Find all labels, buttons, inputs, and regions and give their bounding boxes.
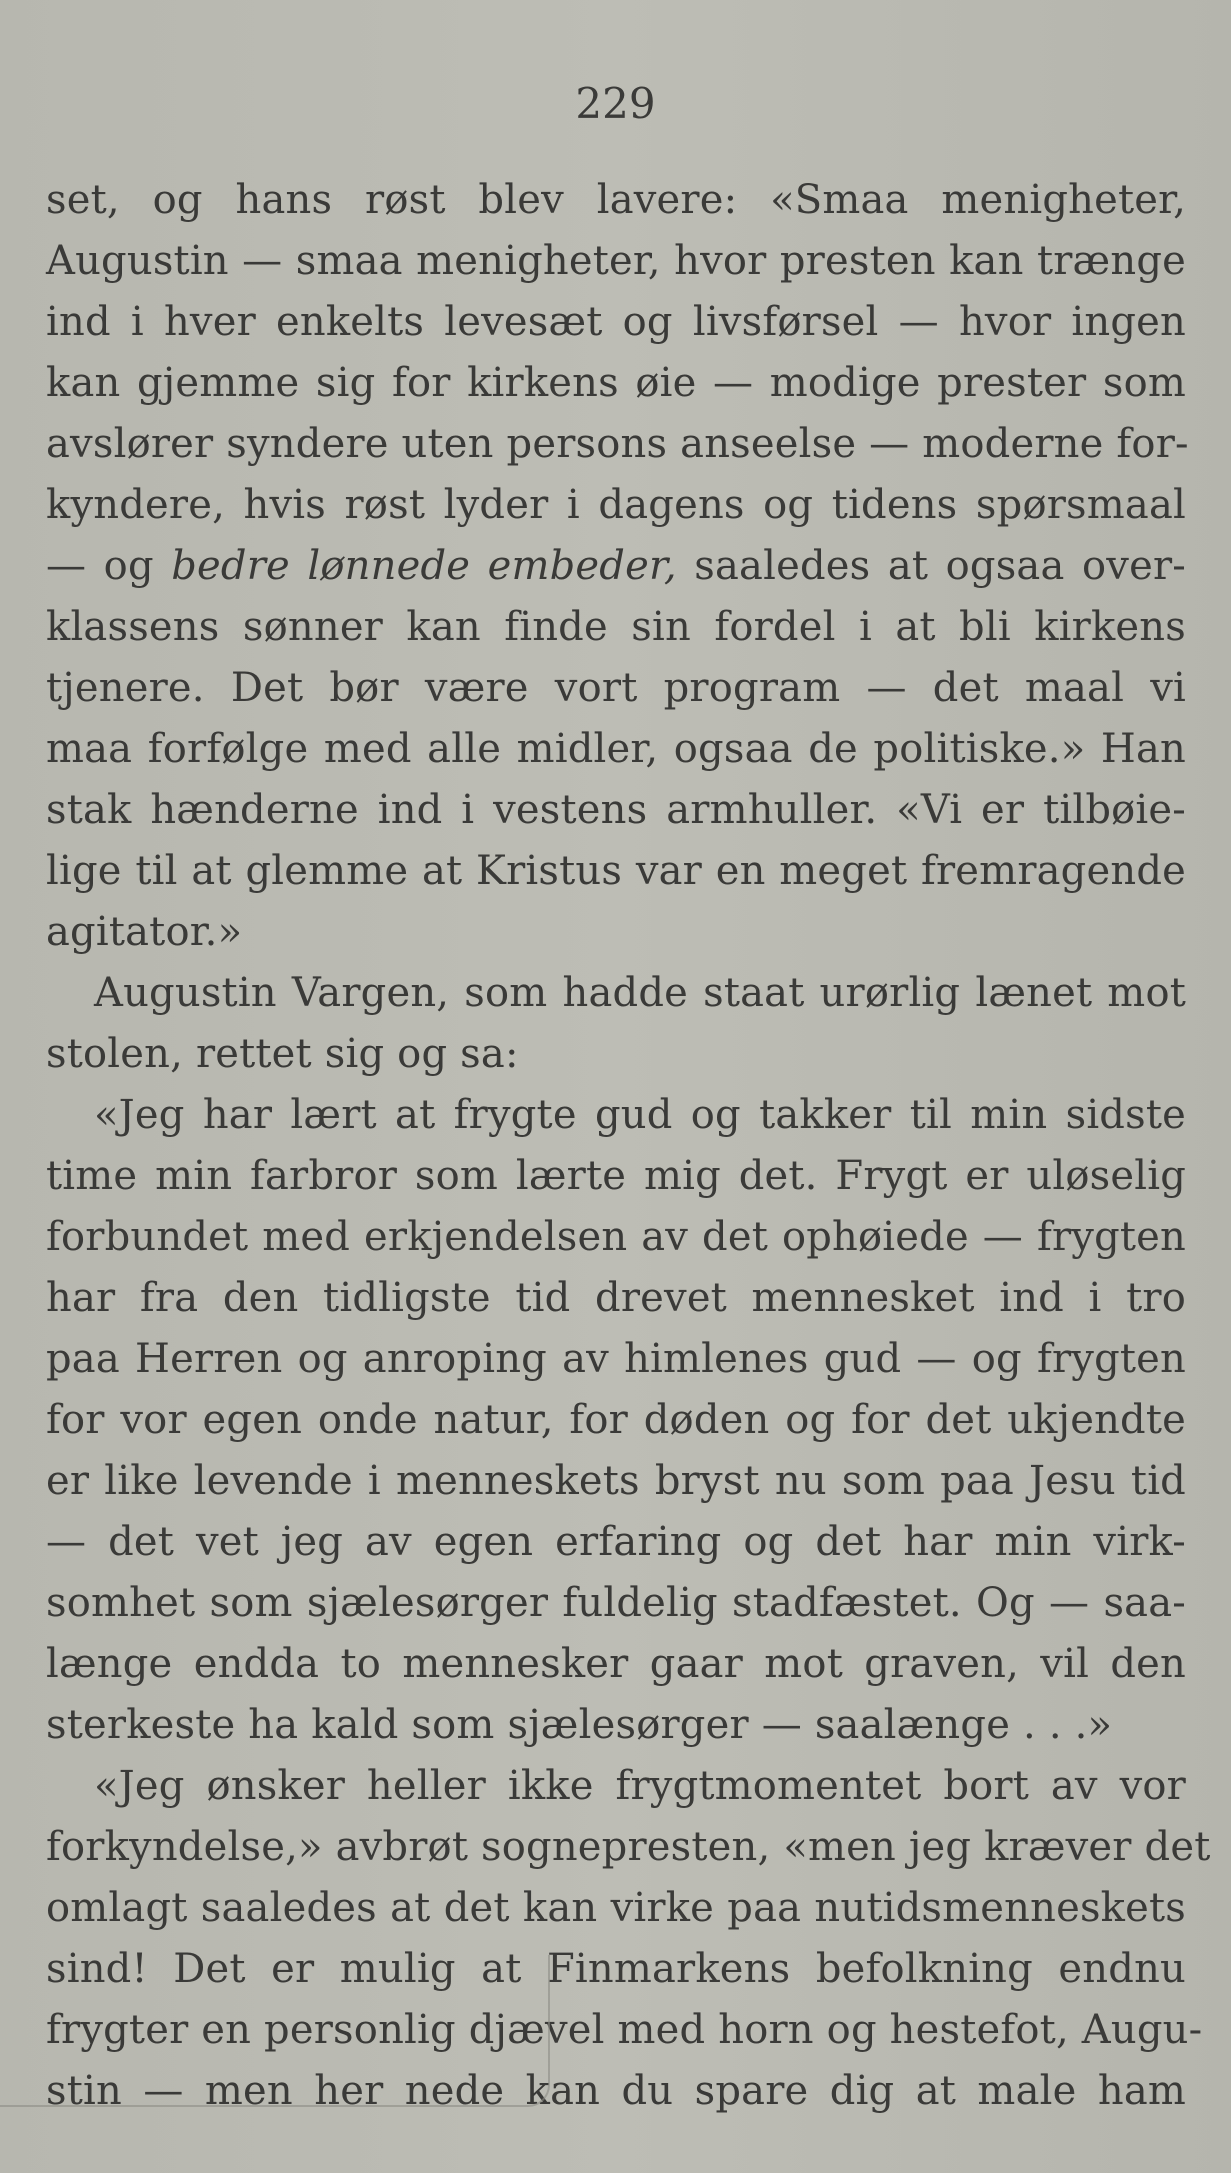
text-line: somhet som sjælesørger fuldelig stadfæstet. Og — saa- <box>46 1580 1186 1626</box>
text-line: sterkeste ha kald som sjælesørger — saalænge . . .» <box>46 1702 1113 1748</box>
text-line: forbundet med erkjendelsen av det ophøiede — frygten <box>46 1214 1186 1260</box>
text-line: time min farbror som lærte mig det. Frygt er uløselig <box>46 1153 1186 1199</box>
paper-tab-outline <box>0 1955 550 2107</box>
text-line: tjenere. Det bør være vort program — det maal vi <box>46 665 1186 711</box>
text-line: agitator.» <box>46 909 243 955</box>
text-line: stak hænderne ind i vestens armhuller. «Vi er tilbøie- <box>46 787 1186 833</box>
text-line: for vor egen onde natur, for døden og for det ukjendte <box>46 1397 1186 1443</box>
text-fragment: — og <box>46 543 172 589</box>
text-line: Augustin — smaa menigheter, hvor presten kan trænge <box>46 238 1186 284</box>
text-line: ind i hver enkelts levesæt og livsførsel — hvor ingen <box>46 299 1186 345</box>
page-number: 229 <box>575 79 656 128</box>
text-line: sind! Det er mulig at Finmarkens befolkning endnu <box>46 1946 1186 1992</box>
text-line: er like levende i menneskets bryst nu som paa Jesu tid <box>46 1458 1186 1504</box>
text-line: set, og hans røst blev lavere: «Smaa menigheter, <box>46 177 1186 223</box>
text-line: «Jeg har lært at frygte gud og takker til min sidste <box>94 1092 1186 1138</box>
text-line: Augustin Vargen, som hadde staat urørlig lænet mot <box>94 970 1186 1016</box>
text-line: kan gjemme sig for kirkens øie — modige prester som <box>46 360 1186 406</box>
text-line: maa forfølge med alle midler, ogsaa de politiske.» Han <box>46 726 1186 772</box>
text-line <box>46 536 1186 597</box>
text-line: paa Herren og anroping av himlenes gud — og frygten <box>46 1336 1186 1382</box>
body-text <box>46 170 1211 2122</box>
text-line: længe endda to mennesker gaar mot graven, vil den <box>46 1641 1186 1687</box>
text-line: lige til at glemme at Kristus var en meget fremragende <box>46 848 1186 894</box>
text-line: har fra den tidligste tid drevet mennesket ind i tro <box>46 1275 1186 1321</box>
text-line: kyndere, hvis røst lyder i dagens og tidens spørsmaal <box>46 482 1186 528</box>
text-line: frygter en personlig djævel med horn og hestefot, Augu- <box>46 2007 1203 2053</box>
text-line: stin — men her nede kan du spare dig at male ham <box>46 2068 1186 2114</box>
italic-phrase: bedre lønnede embeder, <box>171 543 677 589</box>
text-line: klassens sønner kan finde sin fordel i at bli kirkens <box>46 604 1186 650</box>
text-line: stolen, rettet sig og sa: <box>46 1031 519 1077</box>
text-line: omlagt saaledes at det kan virke paa nutidsmenneskets <box>46 1885 1186 1931</box>
text-line: avslører syndere uten persons anseelse — moderne for- <box>46 421 1189 467</box>
text-fragment: saaledes at ogsaa over- <box>676 543 1186 589</box>
text-line: — det vet jeg av egen erfaring og det har min virk- <box>46 1519 1186 1565</box>
text-line: «Jeg ønsker heller ikke frygtmomentet bort av vor <box>94 1763 1186 1809</box>
text-line: forkyndelse,» avbrøt sognepresten, «men jeg kræver det <box>46 1824 1211 1870</box>
